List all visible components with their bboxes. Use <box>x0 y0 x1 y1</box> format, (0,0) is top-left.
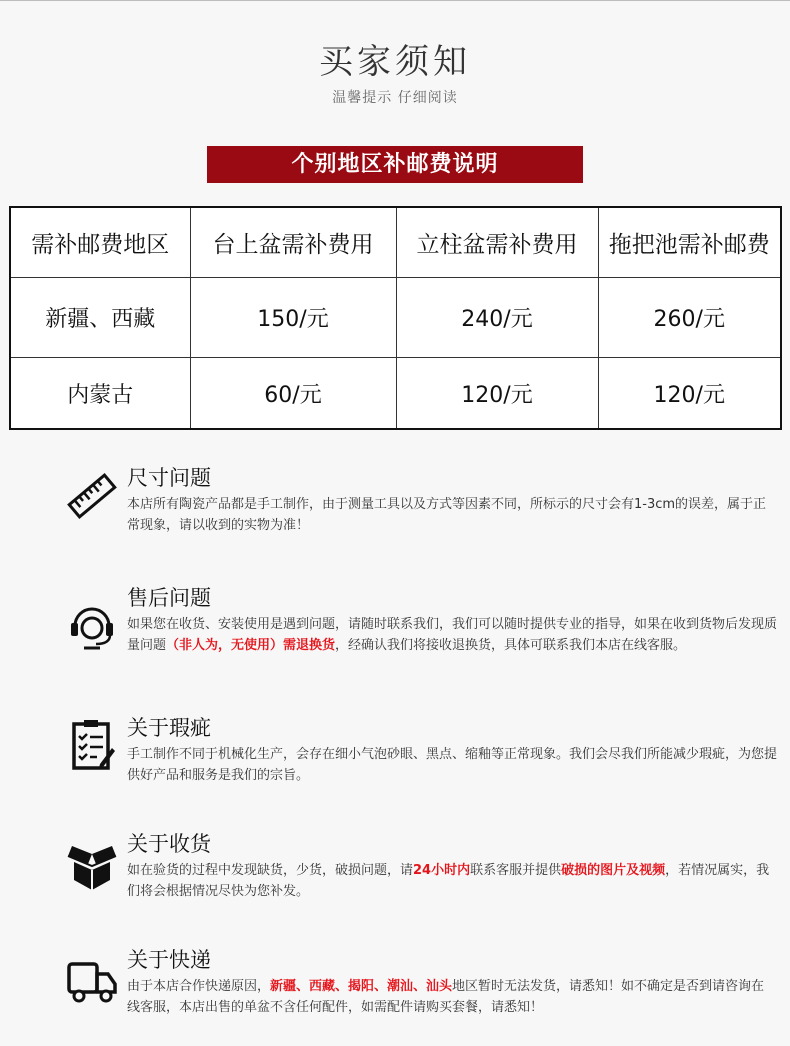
table-cell: 120/元 <box>396 358 598 430</box>
text-segment: 地区暂时无法发货，请悉知！如不确定是否到请咨询在线客服，本店出售的单盆不含任何配件，如需配件请购买套餐，请悉知！ <box>127 979 765 1015</box>
section-text: 手工制作不同于机械化生产，会存在细小气泡砂眼、黑点、缩釉等正常现象。我们会尽我们所能减少瑕疵，为您提供好产品和服务是我们的宗旨。 <box>127 747 778 783</box>
table-header-row <box>10 207 781 278</box>
table-cell: 内蒙古 <box>10 358 190 430</box>
table-cell: 60/元 <box>190 358 396 430</box>
section-text <box>127 976 777 1018</box>
table-header-cell: 需补邮费地区 <box>10 207 190 278</box>
page-subtitle: 温馨提示 仔细阅读 <box>332 90 458 106</box>
text-segment: 如果您在收货、安装使用是遇到问题，请随时联系我们，我们可以随时提供专业的指导，如果在收到货物后发现质量问题 <box>127 617 778 653</box>
highlight-text: 24小时内 <box>413 863 471 878</box>
text-segment: ，经确认我们将接收退换货，具体可联系我们本店在线客服。 <box>335 638 687 653</box>
section-title: 关于快递 <box>127 948 211 972</box>
ruler-icon <box>66 470 118 522</box>
text-segment: 如在验货的过程中发现缺货，少货，破损问题，请 <box>127 863 414 878</box>
highlight-text: （非人为，无使用）需退换货 <box>166 638 336 653</box>
truck-icon <box>66 954 118 1006</box>
text-segment: 联系客服并提供 <box>470 863 562 878</box>
table-cell: 260/元 <box>598 278 781 358</box>
headset-icon <box>66 598 118 650</box>
text-segment: ，若情况属实，我们将会根据情况尽快为您补发。 <box>127 863 770 899</box>
table-cell: 新疆、西藏 <box>10 278 190 358</box>
checklist-icon <box>66 718 118 770</box>
highlight-text: 破损的图片及视频 <box>561 863 666 878</box>
table-cell: 150/元 <box>190 278 396 358</box>
section-banner: 个别地区补邮费说明 <box>207 146 583 183</box>
table-cell: 240/元 <box>396 278 598 358</box>
section-text <box>127 614 777 656</box>
shipping-fee-table <box>9 206 782 430</box>
text-segment: 由于本店合作快递原因， <box>127 979 271 994</box>
top-divider <box>0 0 790 1</box>
section-text: 本店所有陶瓷产品都是手工制作，由于测量工具以及方式等因素不同，所标示的尺寸会有1-3cm的误差，属于正常现象，请以收到的实物为准！ <box>127 497 767 533</box>
table-row <box>10 278 781 358</box>
section-title: 尺寸问题 <box>127 466 211 490</box>
section-title: 关于瑕疵 <box>127 716 211 740</box>
section-title: 关于收货 <box>127 832 211 856</box>
highlight-text: 新疆、西藏、揭阳、潮汕、汕头 <box>270 979 453 994</box>
table-header-cell: 拖把池需补邮费 <box>598 207 781 278</box>
section-title: 售后问题 <box>127 586 211 610</box>
section-text <box>127 860 777 902</box>
page-header <box>0 34 790 107</box>
table-header-cell: 台上盆需补费用 <box>190 207 396 278</box>
package-icon <box>66 840 118 892</box>
table-cell: 120/元 <box>598 358 781 430</box>
table-header-cell: 立柱盆需补费用 <box>396 207 598 278</box>
page-title: 买家须知 <box>319 42 471 82</box>
table-row <box>10 358 781 430</box>
